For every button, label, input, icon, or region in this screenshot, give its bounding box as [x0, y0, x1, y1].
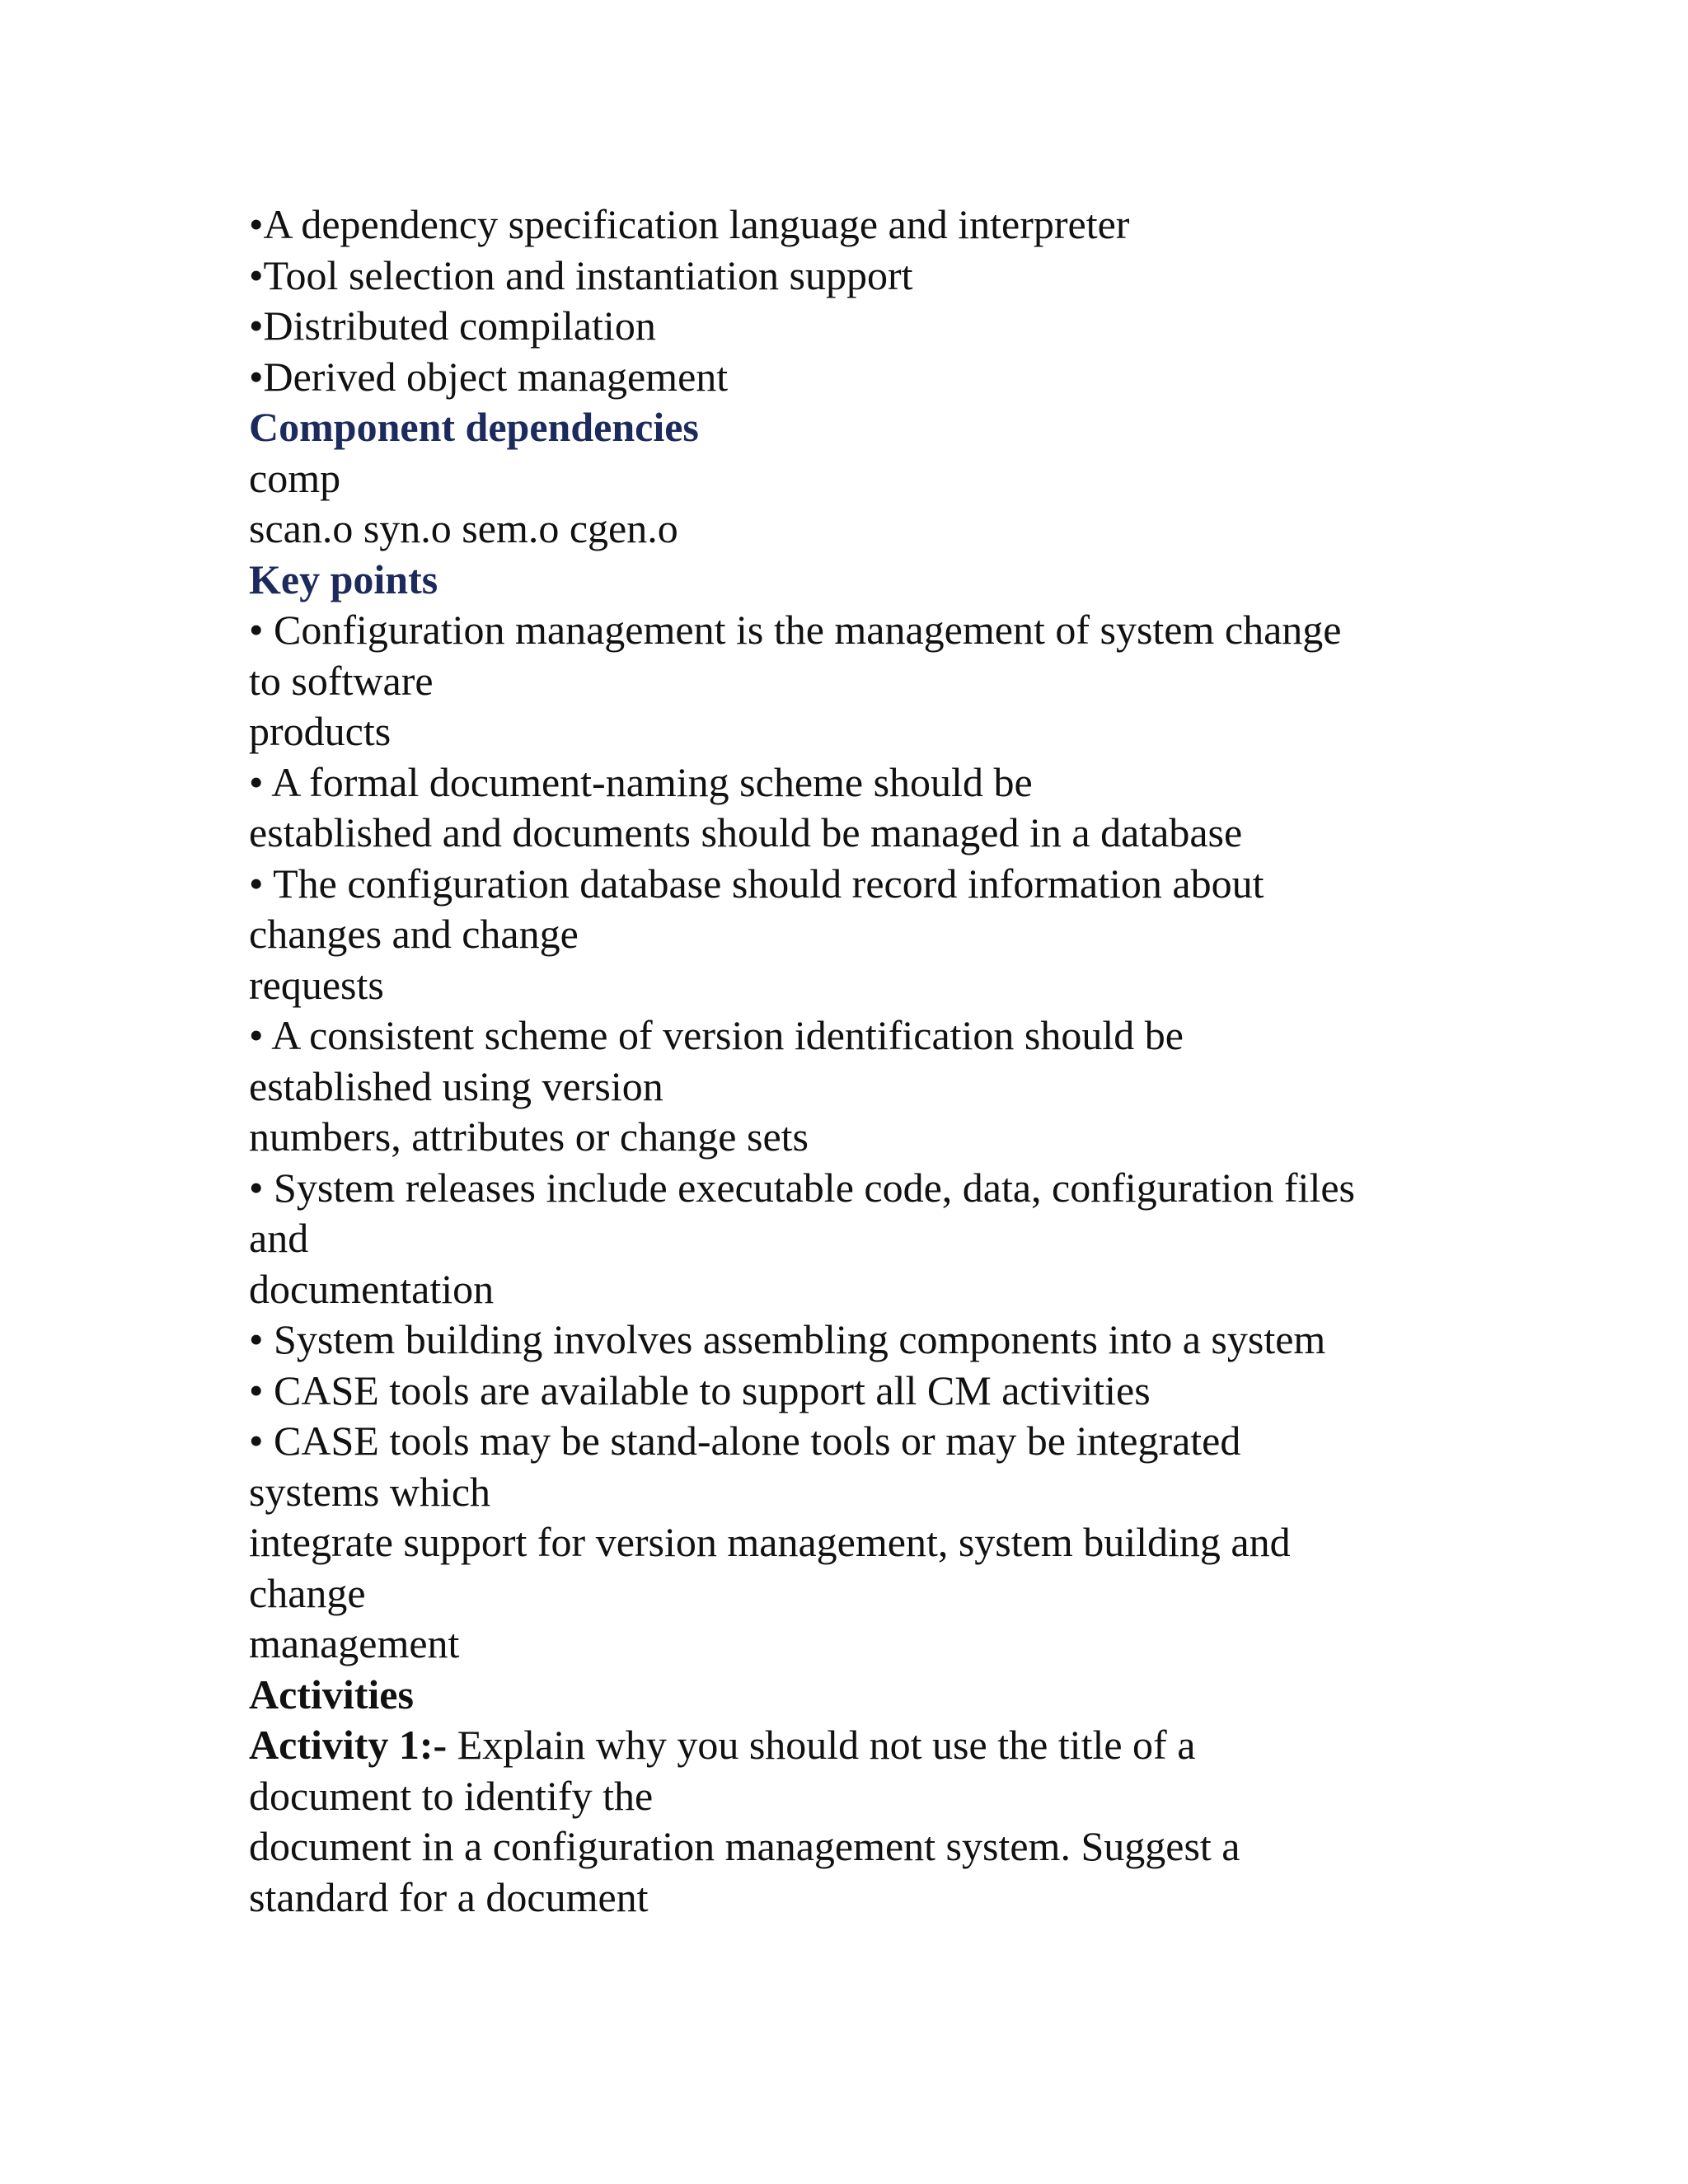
key-points-line: • System releases include executable code, data, configuration files	[249, 1164, 1355, 1211]
document-page	[249, 199, 1485, 1923]
intro-bullet: •Derived object management	[249, 353, 729, 400]
activity-1-label: Activity 1:-	[249, 1722, 448, 1768]
key-points-line: systems which	[249, 1468, 491, 1515]
key-points-line: numbers, attributes or change sets	[249, 1113, 809, 1160]
key-points-line: changes and change	[249, 911, 579, 957]
key-points-line: • Configuration management is the management of system change	[249, 607, 1342, 653]
key-points-line: and	[249, 1215, 309, 1261]
activity-1-line: document in a configuration management system. Suggest a	[249, 1823, 1240, 1869]
key-points-line: established and documents should be managed in a database	[249, 809, 1243, 855]
key-points-line: • System building involves assembling components into a system	[249, 1316, 1326, 1362]
activity-1-line: document to identify the	[249, 1772, 654, 1819]
key-points-line: • CASE tools are available to support all CM activities	[249, 1366, 1151, 1413]
activity-1-line: standard for a document	[249, 1873, 649, 1920]
key-points-line: management	[249, 1620, 460, 1666]
key-points-line: • The configuration database should record information about	[249, 860, 1264, 907]
component-dependencies-line: scan.o syn.o sem.o cgen.o	[249, 505, 678, 551]
intro-bullet: •A dependency specification language and interpreter	[249, 201, 1130, 247]
activity-1-text: Explain why you should not use the title of a	[447, 1722, 1196, 1768]
key-points-line: • CASE tools may be stand-alone tools or may be integrated	[249, 1418, 1241, 1464]
intro-bullet: •Distributed compilation	[249, 302, 656, 349]
intro-bullet: •Tool selection and instantiation support	[249, 251, 913, 298]
key-points-line: to software	[249, 657, 434, 704]
key-points-line: requests	[249, 961, 384, 1008]
activity-1-first-line	[249, 1720, 1485, 1771]
activities-heading: Activities	[249, 1671, 414, 1718]
component-dependencies-line: comp	[249, 454, 341, 501]
key-points-heading: Key points	[249, 555, 438, 602]
key-points-line: integrate support for version management, system building and	[249, 1519, 1291, 1565]
key-points-line: change	[249, 1569, 366, 1616]
key-points-line: established using version	[249, 1062, 663, 1109]
key-points-line: • A consistent scheme of version identification should be	[249, 1012, 1184, 1058]
key-points-line: products	[249, 708, 392, 754]
key-points-line: • A formal document-naming scheme should be	[249, 758, 1033, 805]
key-points-line: documentation	[249, 1265, 495, 1312]
component-dependencies-heading: Component dependencies	[249, 404, 699, 450]
